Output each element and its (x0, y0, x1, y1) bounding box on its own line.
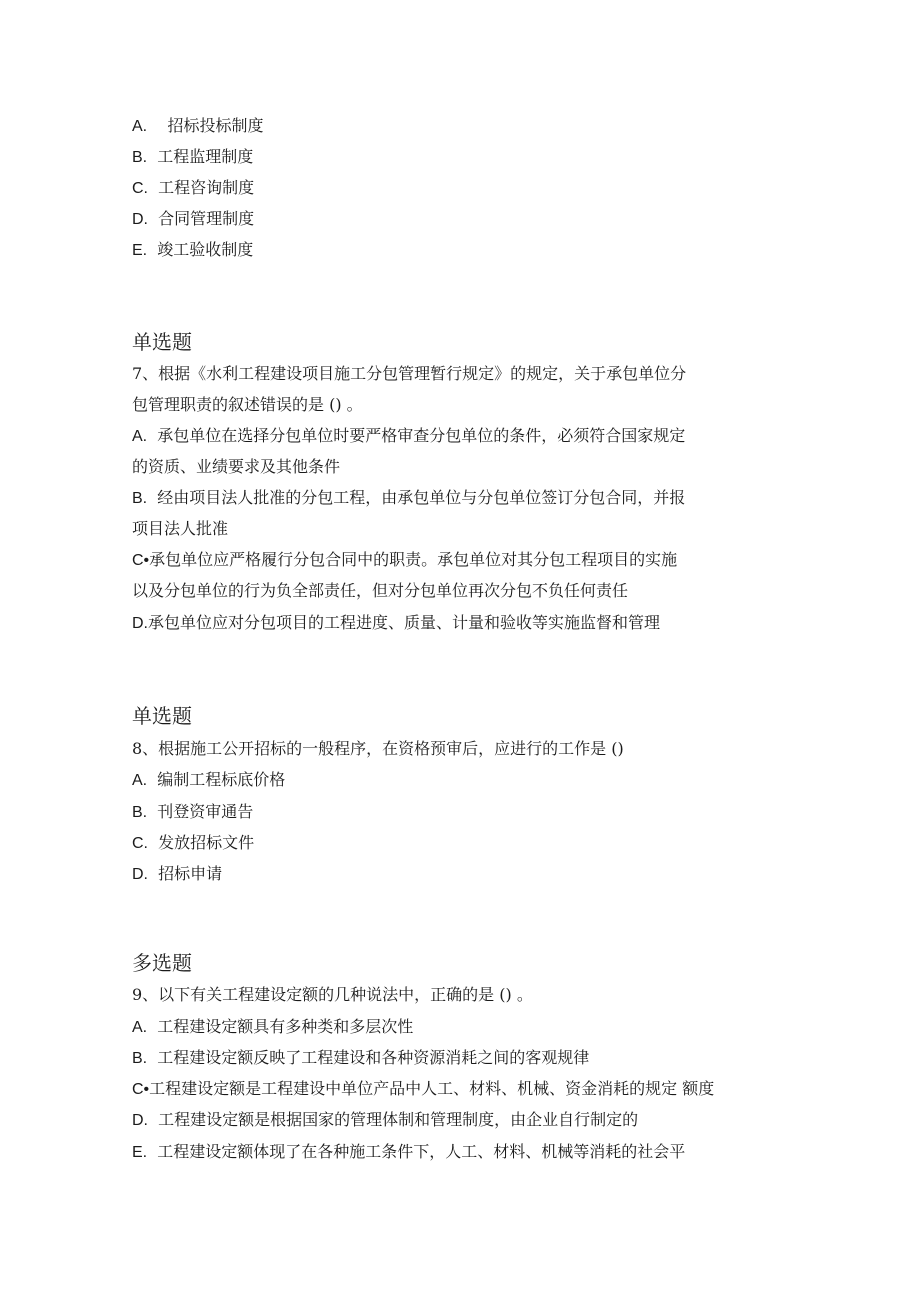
option-text: 工程建设定额反映了工程建设和各种资源消耗之间的客观规律 (157, 1048, 590, 1067)
q8-stem: 8、根据施工公开招标的一般程序，在资格预审后，应进行的工作是 () (132, 739, 624, 758)
q9-option-a (132, 1017, 413, 1038)
option-text: 招标申请 (158, 864, 223, 883)
option-label: B. (132, 1050, 148, 1067)
q9-option-b (132, 1048, 589, 1069)
q6-option-a (132, 116, 263, 137)
option-text: 承包单位应对分包项目的工程进度、质量、计量和验收等实施监督和管理 (148, 613, 661, 632)
q6-option-c (132, 178, 254, 199)
q7-stem-line-2: 包管理职责的叙述错误的是 () 。 (132, 395, 363, 414)
q7-option-a-cont: 的资质、业绩要求及其他条件 (132, 457, 341, 476)
option-text: 合同管理制度 (158, 209, 255, 228)
q7-stem-line-1: 7、根据《水利工程建设项目施工分包管理暂行规定》的规定，关于承包单位分 (132, 364, 687, 383)
q6-option-e (132, 240, 253, 261)
q6-option-b (132, 147, 253, 168)
option-label: D. (132, 866, 148, 883)
option-label: A. (132, 1019, 148, 1036)
q9-type-heading: 多选题 (132, 951, 192, 975)
option-label: B. (132, 149, 148, 166)
option-label: C• (132, 552, 150, 569)
q6-option-d (132, 209, 254, 230)
q7-option-b (132, 488, 685, 509)
q7-type-heading: 单选题 (132, 330, 192, 354)
option-label: A. (132, 428, 148, 445)
option-text: 招标投标制度 (167, 116, 264, 135)
q9-stem: 9、以下有关工程建设定额的几种说法中，正确的是 () 。 (132, 985, 533, 1004)
option-text: 刊登资审通告 (157, 802, 254, 821)
option-label: E. (132, 1144, 148, 1161)
option-text: 经由项目法人批准的分包工程，由承包单位与分包单位签订分包合同，并报 (157, 488, 686, 507)
q7-option-c-cont: 以及分包单位的行为负全部责任，但对分包单位再次分包不负任何责任 (132, 581, 629, 600)
q9-option-e (132, 1142, 685, 1163)
option-text: 工程建设定额具有多种类和多层次性 (157, 1017, 414, 1036)
option-text: 工程建设定额体现了在各种施工条件下，人工、材料、机械等消耗的社会平 (157, 1142, 686, 1161)
q7-option-a (132, 426, 685, 447)
option-label: D. (132, 615, 148, 632)
option-text: 承包单位应严格履行分包合同中的职责。承包单位对其分包工程项目的实施 (149, 550, 678, 569)
q8-option-b (132, 802, 253, 823)
option-label: D. (132, 211, 148, 228)
option-text: 编制工程标底价格 (157, 770, 286, 789)
option-text: 承包单位在选择分包单位时要严格审查分包单位的条件，必须符合国家规定 (157, 426, 686, 445)
option-text: 竣工验收制度 (157, 240, 254, 259)
q7-option-d (132, 613, 660, 634)
option-label: B. (132, 490, 148, 507)
option-label: C. (132, 180, 148, 197)
option-label: A. (132, 118, 148, 135)
option-text: 工程建设定额是工程建设中单位产品中人工、材料、机械、资金消耗的规定 额度 (149, 1079, 715, 1098)
q8-option-a (132, 770, 285, 791)
option-label: C• (132, 1081, 150, 1098)
option-label: C. (132, 835, 148, 852)
option-label: E. (132, 242, 148, 259)
q8-type-heading: 单选题 (132, 704, 192, 728)
option-text: 发放招标文件 (158, 833, 255, 852)
q8-option-c (132, 833, 254, 854)
q9-option-c (132, 1079, 714, 1100)
q7-option-b-cont: 项目法人批准 (132, 519, 229, 538)
q9-option-d (132, 1110, 638, 1131)
option-label: A. (132, 772, 148, 789)
option-label: B. (132, 804, 148, 821)
q7-option-c (132, 550, 677, 571)
q8-option-d (132, 864, 222, 885)
option-text: 工程咨询制度 (158, 178, 255, 197)
option-label: D. (132, 1112, 148, 1129)
option-text: 工程监理制度 (157, 147, 254, 166)
option-text: 工程建设定额是根据国家的管理体制和管理制度，由企业自行制定的 (158, 1110, 639, 1129)
